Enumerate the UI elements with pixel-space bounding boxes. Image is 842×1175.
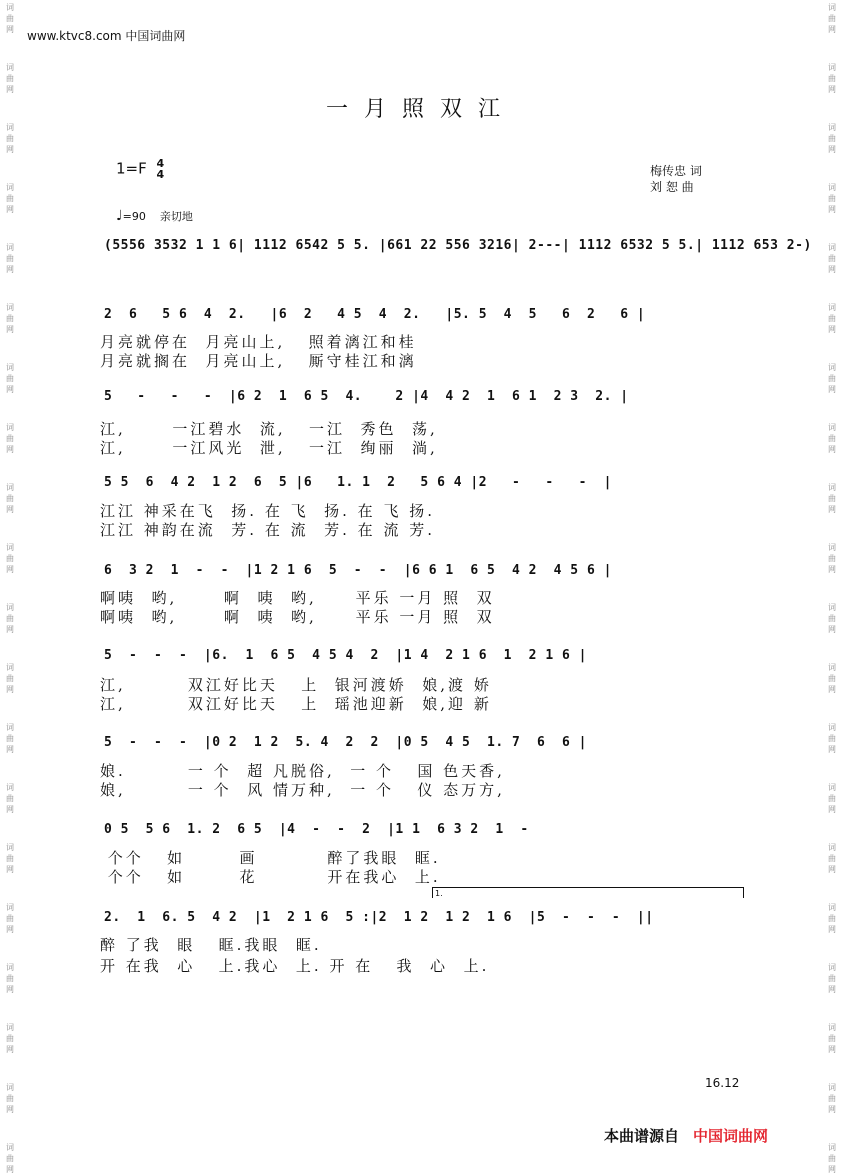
source-footer [604,1125,768,1146]
watermark-mark: 词 曲 网 [828,723,836,754]
lyric-line-6-verse-1: 娘. 一 个 超 凡脱俗, 一 个 国 色天香, [100,762,505,780]
lyric-line-4-verse-1: 啊咦 哟, 啊 咦 哟, 平乐 一月 照 双 [100,589,495,607]
watermark-mark: 词 曲 网 [6,1023,14,1054]
page-number: 16.12 [705,1076,740,1090]
watermark-mark: 词 曲 网 [828,243,836,274]
composer-credit: 刘 恕 曲 [650,180,694,194]
watermark-mark: 词 曲 网 [828,123,836,154]
watermark-mark: 词 曲 网 [828,303,836,334]
notation-line-2: 5 - - - |6 2 1 6 5 4. 2 |4 4 2 1 6 1 2 3 2. | [104,389,629,404]
notation-line-8: 2. 1 6. 5 4 2 |1 2 1 6 5 :|2 1 2 1 2 1 6 |5 - - - || [104,910,654,925]
intro-staff: (5556 3532 1 1 6| 1112 6542 5 5. |661 22 556 3216| 2---| 1112 6532 5 5.| 1112 653 2-) [104,238,812,253]
key-signature [116,158,164,180]
expression-mark: 亲切地 [159,210,193,223]
time-signature [157,158,165,180]
lyric-line-4-verse-2: 啊咦 哟, 啊 咦 哟, 平乐 一月 照 双 [100,608,495,626]
notation-line-3: 5 5 6 4 2 1 2 6 5 |6 1. 1 2 5 6 4 |2 - - - | [104,475,612,490]
notation-line-7: 0 5 5 6 1. 2 6 5 |4 - - 2 |1 1 6 3 2 1 - [104,822,537,837]
watermark-mark: 词 曲 网 [828,663,836,694]
watermark-mark: 词 曲 网 [6,903,14,934]
watermark-mark: 词 曲 网 [6,723,14,754]
watermark-mark: 词 曲 网 [828,783,836,814]
page-title: 一月照双江 [325,97,516,122]
watermark-mark: 词 曲 网 [828,603,836,634]
watermark-mark: 词 曲 网 [828,543,836,574]
watermark-mark: 词 曲 网 [6,1143,14,1174]
lyricist-credit: 梅传忠 词 [650,164,702,178]
lyric-line-7-verse-1: 个个 如 画 醉了我眼 眶. [100,849,441,867]
watermark-mark: 词 曲 网 [828,63,836,94]
watermark-mark: 词 曲 网 [6,1083,14,1114]
tempo-value: =90 [122,210,146,223]
first-ending-label: 1. [435,889,443,898]
time-signature-bottom: 4 [156,168,165,181]
lyric-line-3-verse-1: 江江 神采在飞 扬. 在 飞 扬. 在 飞 扬. [100,502,435,520]
watermark-mark: 词 曲 网 [6,123,14,154]
first-ending-bracket [432,887,744,898]
watermark-mark: 词 曲 网 [6,843,14,874]
lyric-line-1-verse-2: 月亮就搁在 月亮山上, 厮守桂江和漓 [100,352,417,370]
watermark-mark: 词 曲 网 [828,483,836,514]
watermark-mark: 词 曲 网 [6,303,14,334]
site-url[interactable]: www.ktvc8.com 中国词曲网 [27,29,186,43]
watermark-mark: 词 曲 网 [828,903,836,934]
time-signature-top: 4 [156,157,165,170]
brand-link[interactable]: 中国词曲网 [693,1127,769,1145]
watermark-mark: 词 曲 网 [6,663,14,694]
quarter-note-icon: ♩ [116,208,123,224]
source-label: 本曲谱源自 [604,1127,680,1145]
notation-line-4: 6 3 2 1 - - |1 2 1 6 5 - - |6 6 1 6 5 4 2 4 5 6 | [104,563,612,578]
lyric-line-2-verse-2: 江, 一江风光 泄, 一江 绚丽 淌, [100,439,438,457]
lyric-line-8-verse-1: 醉 了我 眼 眶.我眼 眶. [100,936,322,954]
lyric-line-5-verse-2: 江, 双江好比天 上 瑶池迎新 娘,迎 新 [100,695,492,713]
lyric-line-8-verse-2: 开 在我 心 上.我心 上. 开 在 我 心 上. [100,957,490,975]
watermark-mark: 词 曲 网 [828,1023,836,1054]
tempo-marking [116,208,193,224]
watermark-mark: 词 曲 网 [828,1083,836,1114]
watermark-mark: 词 曲 网 [6,543,14,574]
watermark-mark: 词 曲 网 [6,3,14,34]
watermark-mark: 词 曲 网 [6,63,14,94]
watermark-mark: 词 曲 网 [828,423,836,454]
watermark-mark: 词 曲 网 [6,183,14,214]
lyric-line-6-verse-2: 娘, 一 个 风 情万种, 一 个 仪 态万方, [100,781,505,799]
notation-line-5: 5 - - - |6. 1 6 5 4 5 4 2 |1 4 2 1 6 1 2 1 6 | [104,648,587,663]
watermark-mark: 词 曲 网 [828,963,836,994]
watermark-mark: 词 曲 网 [6,423,14,454]
watermark-mark: 词 曲 网 [6,603,14,634]
lyric-line-3-verse-2: 江江 神韵在流 芳. 在 流 芳. 在 流 芳. [100,521,435,539]
lyric-line-7-verse-2: 个个 如 花 开在我心 上. [100,868,441,886]
watermark-mark: 词 曲 网 [828,363,836,394]
key-label: 1=F [116,159,147,178]
lyric-line-5-verse-1: 江, 双江好比天 上 银河渡娇 娘,渡 娇 [100,676,492,694]
watermark-mark: 词 曲 网 [6,363,14,394]
watermark-mark: 词 曲 网 [828,3,836,34]
watermark-mark: 词 曲 网 [828,183,836,214]
lyric-line-1-verse-1: 月亮就停在 月亮山上, 照着漓江和桂 [100,333,417,351]
notation-line-6: 5 - - - |0 2 1 2 5. 4 2 2 |0 5 4 5 1. 7 6 6 | [104,735,587,750]
watermark-mark: 词 曲 网 [6,243,14,274]
watermark-mark: 词 曲 网 [828,843,836,874]
watermark-mark: 词 曲 网 [6,483,14,514]
notation-line-1: 2 6 5 6 4 2. |6 2 4 5 4 2. |5. 5 4 5 6 2 6 | [104,307,646,322]
lyric-line-2-verse-1: 江, 一江碧水 流, 一江 秀色 荡, [100,420,438,438]
watermark-mark: 词 曲 网 [6,783,14,814]
watermark-mark: 词 曲 网 [828,1143,836,1174]
watermark-mark: 词 曲 网 [6,963,14,994]
